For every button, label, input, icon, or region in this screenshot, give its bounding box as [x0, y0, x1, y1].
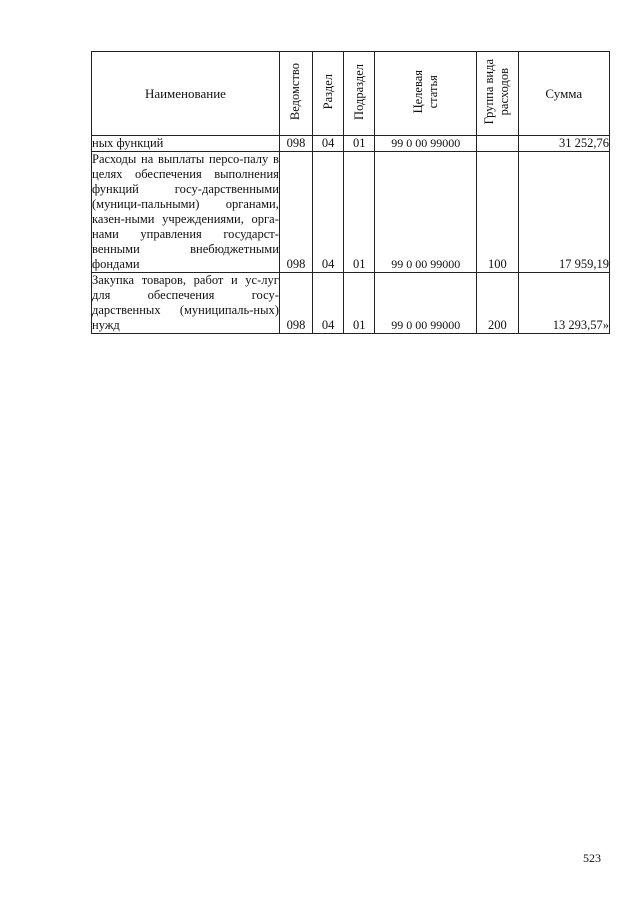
table-row [92, 152, 610, 273]
row-summa: 17 959,19 [518, 152, 609, 273]
row-summa: 13 293,57» [518, 273, 609, 334]
header-razdel [313, 52, 344, 136]
row-vedomstvo: 098 [279, 273, 312, 334]
header-gruppa-line2: расходов [497, 67, 512, 116]
row-name: Закупка товаров, работ и ус-луг для обеспечения госу-дарственных (муниципаль-ных) нужд [92, 273, 279, 332]
row-podrazdel: 01 [344, 152, 375, 273]
header-celevaya-line2: статья [425, 74, 440, 109]
header-gruppa-label [482, 59, 512, 124]
row-gruppa: 200 [477, 273, 519, 334]
header-celevaya-line1: Целевая [410, 69, 425, 114]
row-gruppa [477, 136, 519, 152]
table-row [92, 136, 610, 152]
row-celevaya: 99 0 00 99000 [375, 152, 477, 273]
row-razdel: 04 [313, 273, 344, 334]
table-row [92, 273, 610, 334]
row-podrazdel: 01 [344, 273, 375, 334]
header-name: Наименование [92, 52, 280, 136]
header-celevaya-statya [375, 52, 477, 136]
row-vedomstvo: 098 [279, 136, 312, 152]
budget-table [91, 51, 610, 334]
header-podrazdel-label: Подраздел [351, 63, 366, 120]
header-vedomstvo-label: Ведомство [288, 62, 303, 121]
row-name: ных функций [92, 136, 280, 152]
header-gruppa-line1: Группа вида [482, 58, 497, 125]
row-gruppa: 100 [477, 152, 519, 273]
header-gruppa-vida-rashodov [477, 52, 519, 136]
header-summa: Сумма [518, 52, 609, 136]
row-name: Расходы на выплаты персо-палу в целях обеспечения выполнения функций госу-дарственными (муници-пальными) органами, казен-ными учреждениями, орга-нами управления государст-венными внебюджетными фондами [92, 152, 279, 271]
row-celevaya: 99 0 00 99000 [375, 136, 477, 152]
header-podrazdel [344, 52, 375, 136]
row-razdel: 04 [313, 152, 344, 273]
page-number: 523 [583, 851, 601, 865]
table-header-row [92, 52, 610, 136]
row-razdel: 04 [313, 136, 344, 152]
header-vedomstvo [279, 52, 312, 136]
row-celevaya: 99 0 00 99000 [375, 273, 477, 334]
row-podrazdel: 01 [344, 136, 375, 152]
header-razdel-label: Раздел [320, 73, 335, 110]
row-summa: 31 252,76 [518, 136, 609, 152]
row-vedomstvo: 098 [279, 152, 312, 273]
header-celevaya-label [411, 70, 441, 113]
